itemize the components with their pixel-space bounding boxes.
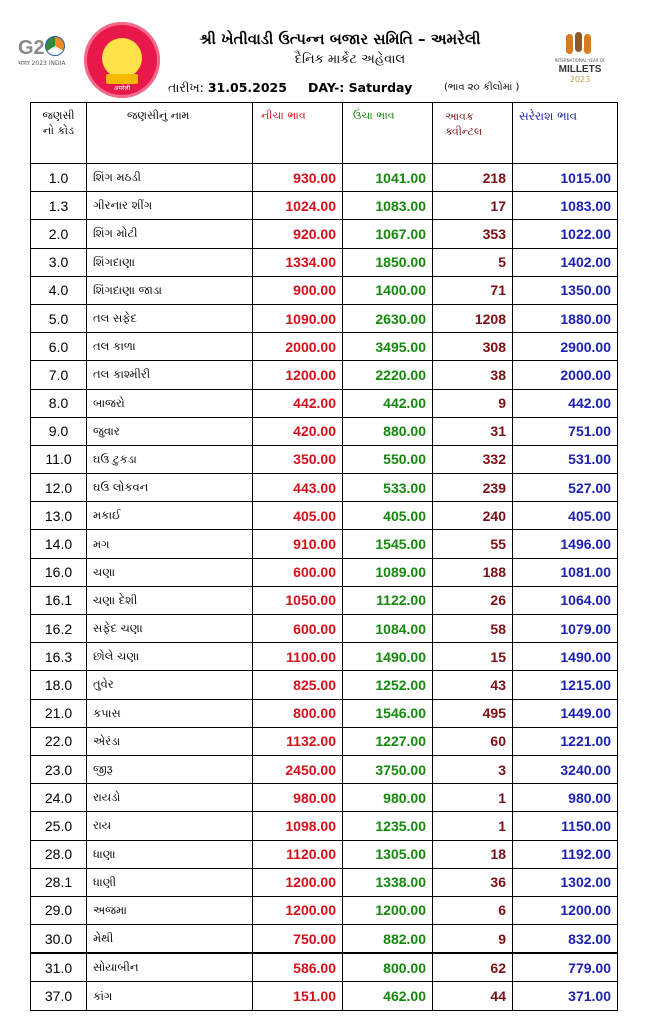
commodity-name-cell: કપાસ <box>87 699 253 727</box>
millet-grain-icon <box>540 32 620 56</box>
scale-icon <box>102 38 142 78</box>
commodity-code-cell: 1.0 <box>31 164 87 192</box>
low-price-cell: 420.00 <box>253 417 343 445</box>
commodity-name-cell: કાંગ <box>87 982 253 1010</box>
date-value: 31.05.2025 <box>207 80 287 95</box>
commodity-name-cell: રાય <box>87 812 253 840</box>
average-price-cell: 1449.00 <box>513 699 618 727</box>
low-price-cell: 1132.00 <box>253 727 343 755</box>
low-price-cell: 750.00 <box>253 925 343 954</box>
commodity-name-cell: ધાણા <box>87 840 253 868</box>
table-row <box>31 925 618 954</box>
low-price-cell: 2450.00 <box>253 755 343 783</box>
commodity-name-cell: મગ <box>87 530 253 558</box>
table-row <box>31 840 618 868</box>
average-price-cell: 1215.00 <box>513 671 618 699</box>
high-price-cell: 980.00 <box>343 784 433 812</box>
low-price-cell: 1120.00 <box>253 840 343 868</box>
commodity-code-cell: 31.0 <box>31 953 87 982</box>
commodity-code-cell: 9.0 <box>31 417 87 445</box>
average-price-cell: 1402.00 <box>513 248 618 276</box>
average-price-cell: 1150.00 <box>513 812 618 840</box>
table-row <box>31 699 618 727</box>
commodity-code-cell: 22.0 <box>31 727 87 755</box>
commodity-code-cell: 30.0 <box>31 925 87 954</box>
commodity-code-cell: 1.3 <box>31 192 87 220</box>
commodity-name-cell: સોયાબીન <box>87 953 253 982</box>
low-price-cell: 600.00 <box>253 558 343 586</box>
low-price-cell: 1334.00 <box>253 248 343 276</box>
day-value: Saturday <box>348 80 413 95</box>
high-price-cell: 3495.00 <box>343 333 433 361</box>
average-price-cell: 1064.00 <box>513 586 618 614</box>
average-price-cell: 1302.00 <box>513 868 618 896</box>
page-title: શ્રી ખેતીવાડી ઉત્પન્ન બજાર સમિતિ – અમરેલી <box>199 30 481 48</box>
low-price-cell: 1024.00 <box>253 192 343 220</box>
report-day <box>308 80 412 95</box>
column-header-name: જણસીનું નામ <box>87 103 253 164</box>
low-price-cell: 900.00 <box>253 276 343 304</box>
arrival-quintal-cell: 43 <box>433 671 513 699</box>
table-row <box>31 304 618 332</box>
commodity-code-cell: 5.0 <box>31 304 87 332</box>
g20-logo-text: G2 <box>18 37 45 59</box>
high-price-cell: 1252.00 <box>343 671 433 699</box>
commodity-name-cell: તુવેર <box>87 671 253 699</box>
high-price-cell: 3750.00 <box>343 755 433 783</box>
high-price-cell: 2630.00 <box>343 304 433 332</box>
table-row <box>31 953 618 982</box>
commodity-name-cell: ચણા <box>87 558 253 586</box>
low-price-cell: 930.00 <box>253 164 343 192</box>
high-price-cell: 1067.00 <box>343 220 433 248</box>
arrival-quintal-cell: 38 <box>433 361 513 389</box>
arrival-quintal-cell: 17 <box>433 192 513 220</box>
low-price-cell: 405.00 <box>253 502 343 530</box>
column-header-code: જણસી નો કોડ <box>31 103 87 164</box>
commodity-code-cell: 23.0 <box>31 755 87 783</box>
millets-logo-caption: INTERNATIONAL YEAR OF <box>554 58 606 63</box>
commodity-code-cell: 18.0 <box>31 671 87 699</box>
low-price-cell: 1098.00 <box>253 812 343 840</box>
commodity-name-cell: બાજરો <box>87 389 253 417</box>
report-date <box>168 80 287 96</box>
table-row <box>31 220 618 248</box>
average-price-cell: 1015.00 <box>513 164 618 192</box>
commodity-name-cell: અજમા <box>87 896 253 924</box>
table-row <box>31 417 618 445</box>
arrival-quintal-cell: 36 <box>433 868 513 896</box>
low-price-cell: 1200.00 <box>253 868 343 896</box>
table-row <box>31 474 618 502</box>
lotus-globe-icon <box>45 36 65 56</box>
high-price-cell: 1235.00 <box>343 812 433 840</box>
low-price-cell: 1100.00 <box>253 643 343 671</box>
high-price-cell: 442.00 <box>343 389 433 417</box>
average-price-cell: 832.00 <box>513 925 618 954</box>
market-price-table <box>30 102 618 1011</box>
low-price-cell: 910.00 <box>253 530 343 558</box>
commodity-code-cell: 28.0 <box>31 840 87 868</box>
arrival-quintal-cell: 353 <box>433 220 513 248</box>
average-price-cell: 1192.00 <box>513 840 618 868</box>
arrival-quintal-cell: 60 <box>433 727 513 755</box>
high-price-cell: 1227.00 <box>343 727 433 755</box>
average-price-cell: 1880.00 <box>513 304 618 332</box>
low-price-cell: 350.00 <box>253 445 343 473</box>
table-row <box>31 361 618 389</box>
commodity-name-cell: એરંડા <box>87 727 253 755</box>
high-price-cell: 2220.00 <box>343 361 433 389</box>
arrival-quintal-cell: 9 <box>433 925 513 954</box>
commodity-code-cell: 7.0 <box>31 361 87 389</box>
average-price-cell: 1081.00 <box>513 558 618 586</box>
low-price-cell: 443.00 <box>253 474 343 502</box>
high-price-cell: 1490.00 <box>343 643 433 671</box>
table-row <box>31 868 618 896</box>
table-row <box>31 671 618 699</box>
average-price-cell: 442.00 <box>513 389 618 417</box>
high-price-cell: 1084.00 <box>343 615 433 643</box>
table-body <box>31 164 618 1011</box>
low-price-cell: 2000.00 <box>253 333 343 361</box>
commodity-name-cell: શિંગદાણા <box>87 248 253 276</box>
high-price-cell: 1305.00 <box>343 840 433 868</box>
average-price-cell: 1221.00 <box>513 727 618 755</box>
table-header-row <box>31 103 618 164</box>
average-price-cell: 1022.00 <box>513 220 618 248</box>
report-header <box>0 0 647 102</box>
arrival-quintal-cell: 1 <box>433 784 513 812</box>
g20-logo <box>18 36 82 80</box>
commodity-code-cell: 6.0 <box>31 333 87 361</box>
average-price-cell: 1200.00 <box>513 896 618 924</box>
commodity-code-cell: 28.1 <box>31 868 87 896</box>
millets-2023-logo <box>540 32 620 90</box>
arrival-quintal-cell: 55 <box>433 530 513 558</box>
table-row <box>31 445 618 473</box>
commodity-code-cell: 14.0 <box>31 530 87 558</box>
column-header-arrival: આવક ક્વીન્ટલ <box>433 103 513 164</box>
table-row <box>31 389 618 417</box>
column-header-low-price: નીચા ભાવ <box>253 103 343 164</box>
commodity-code-cell: 16.3 <box>31 643 87 671</box>
commodity-name-cell: મેથી <box>87 925 253 954</box>
high-price-cell: 1089.00 <box>343 558 433 586</box>
page-subtitle: દૈનિક માર્કેટ અહેવાલ <box>294 52 406 67</box>
millets-logo-year: 2023 <box>569 75 591 84</box>
commodity-name-cell: તલ સફેદ <box>87 304 253 332</box>
table-row <box>31 502 618 530</box>
table-row <box>31 248 618 276</box>
high-price-cell: 800.00 <box>343 953 433 982</box>
average-price-cell: 527.00 <box>513 474 618 502</box>
arrival-quintal-cell: 9 <box>433 389 513 417</box>
commodity-name-cell: ઘઉ લોકવન <box>87 474 253 502</box>
arrival-quintal-cell: 31 <box>433 417 513 445</box>
commodity-code-cell: 8.0 <box>31 389 87 417</box>
table-row <box>31 164 618 192</box>
low-price-cell: 151.00 <box>253 982 343 1010</box>
commodity-name-cell: ધાણી <box>87 868 253 896</box>
apmc-emblem-logo <box>84 22 160 98</box>
commodity-code-cell: 3.0 <box>31 248 87 276</box>
emblem-caption: अमरेली <box>113 85 131 92</box>
arrival-quintal-cell: 3 <box>433 755 513 783</box>
average-price-cell: 751.00 <box>513 417 618 445</box>
column-header-high-price: ઉંચા ભાવ <box>343 103 433 164</box>
table-row <box>31 784 618 812</box>
table-row <box>31 643 618 671</box>
table-row <box>31 727 618 755</box>
arrival-quintal-cell: 1208 <box>433 304 513 332</box>
high-price-cell: 462.00 <box>343 982 433 1010</box>
commodity-name-cell: તલ કાળા <box>87 333 253 361</box>
commodity-name-cell: ગીરનાર શીંગ <box>87 192 253 220</box>
average-price-cell: 1496.00 <box>513 530 618 558</box>
commodity-code-cell: 24.0 <box>31 784 87 812</box>
high-price-cell: 1122.00 <box>343 586 433 614</box>
low-price-cell: 920.00 <box>253 220 343 248</box>
average-price-cell: 1083.00 <box>513 192 618 220</box>
arrival-quintal-cell: 5 <box>433 248 513 276</box>
low-price-cell: 1200.00 <box>253 361 343 389</box>
low-price-cell: 825.00 <box>253 671 343 699</box>
low-price-cell: 1090.00 <box>253 304 343 332</box>
low-price-cell: 980.00 <box>253 784 343 812</box>
average-price-cell: 980.00 <box>513 784 618 812</box>
g20-logo-year: भारत 2023 INDIA <box>18 60 66 67</box>
high-price-cell: 1338.00 <box>343 868 433 896</box>
low-price-cell: 600.00 <box>253 615 343 643</box>
commodity-code-cell: 25.0 <box>31 812 87 840</box>
commodity-name-cell: રાયડો <box>87 784 253 812</box>
commodity-code-cell: 16.1 <box>31 586 87 614</box>
table-row <box>31 896 618 924</box>
arrival-quintal-cell: 18 <box>433 840 513 868</box>
table-row <box>31 333 618 361</box>
table-row <box>31 755 618 783</box>
commodity-name-cell: શિંગ મઠડી <box>87 164 253 192</box>
unit-note: (ભાવ ૨૦ કીલોમાં ) <box>444 82 520 93</box>
high-price-cell: 1083.00 <box>343 192 433 220</box>
millets-logo-text: MILLETS <box>558 64 602 75</box>
high-price-cell: 533.00 <box>343 474 433 502</box>
arrival-quintal-cell: 15 <box>433 643 513 671</box>
average-price-cell: 405.00 <box>513 502 618 530</box>
arrival-quintal-cell: 332 <box>433 445 513 473</box>
commodity-code-cell: 11.0 <box>31 445 87 473</box>
low-price-cell: 442.00 <box>253 389 343 417</box>
average-price-cell: 3240.00 <box>513 755 618 783</box>
arrival-quintal-cell: 240 <box>433 502 513 530</box>
commodity-code-cell: 37.0 <box>31 982 87 1010</box>
arrival-quintal-cell: 1 <box>433 812 513 840</box>
commodity-name-cell: ચણા દેશી <box>87 586 253 614</box>
table-row <box>31 530 618 558</box>
low-price-cell: 586.00 <box>253 953 343 982</box>
table-row <box>31 586 618 614</box>
table-row <box>31 615 618 643</box>
average-price-cell: 2000.00 <box>513 361 618 389</box>
average-price-cell: 531.00 <box>513 445 618 473</box>
average-price-cell: 1350.00 <box>513 276 618 304</box>
average-price-cell: 2900.00 <box>513 333 618 361</box>
table-row <box>31 812 618 840</box>
commodity-code-cell: 21.0 <box>31 699 87 727</box>
arrival-quintal-cell: 188 <box>433 558 513 586</box>
commodity-code-cell: 16.2 <box>31 615 87 643</box>
low-price-cell: 1050.00 <box>253 586 343 614</box>
commodity-code-cell: 29.0 <box>31 896 87 924</box>
low-price-cell: 1200.00 <box>253 896 343 924</box>
high-price-cell: 1545.00 <box>343 530 433 558</box>
commodity-name-cell: છોલે ચણા <box>87 643 253 671</box>
high-price-cell: 405.00 <box>343 502 433 530</box>
average-price-cell: 779.00 <box>513 953 618 982</box>
arrival-quintal-cell: 218 <box>433 164 513 192</box>
arrival-quintal-cell: 62 <box>433 953 513 982</box>
arrival-quintal-cell: 71 <box>433 276 513 304</box>
high-price-cell: 1850.00 <box>343 248 433 276</box>
high-price-cell: 1546.00 <box>343 699 433 727</box>
commodity-name-cell: સફેદ ચણા <box>87 615 253 643</box>
average-price-cell: 371.00 <box>513 982 618 1010</box>
arrival-quintal-cell: 308 <box>433 333 513 361</box>
commodity-code-cell: 4.0 <box>31 276 87 304</box>
high-price-cell: 880.00 <box>343 417 433 445</box>
table-row <box>31 558 618 586</box>
commodity-name-cell: ઘઉ ટુકડા <box>87 445 253 473</box>
arrival-quintal-cell: 495 <box>433 699 513 727</box>
high-price-cell: 1041.00 <box>343 164 433 192</box>
commodity-code-cell: 13.0 <box>31 502 87 530</box>
commodity-code-cell: 16.0 <box>31 558 87 586</box>
commodity-name-cell: શિંગદાણા જાડા <box>87 276 253 304</box>
commodity-name-cell: મકાઈ <box>87 502 253 530</box>
column-header-average-price: સરેરાશ ભાવ <box>513 103 618 164</box>
high-price-cell: 1400.00 <box>343 276 433 304</box>
arrival-quintal-cell: 44 <box>433 982 513 1010</box>
average-price-cell: 1079.00 <box>513 615 618 643</box>
arrival-quintal-cell: 239 <box>433 474 513 502</box>
commodity-name-cell: શિંગ મોટી <box>87 220 253 248</box>
arrival-quintal-cell: 58 <box>433 615 513 643</box>
commodity-code-cell: 12.0 <box>31 474 87 502</box>
arrival-quintal-cell: 26 <box>433 586 513 614</box>
arrival-quintal-cell: 6 <box>433 896 513 924</box>
table-row <box>31 982 618 1010</box>
low-price-cell: 800.00 <box>253 699 343 727</box>
table-row <box>31 276 618 304</box>
date-label: તારીખ: <box>168 80 204 95</box>
commodity-name-cell: જુવાર <box>87 417 253 445</box>
high-price-cell: 1200.00 <box>343 896 433 924</box>
day-label: DAY-: <box>308 80 345 95</box>
average-price-cell: 1490.00 <box>513 643 618 671</box>
high-price-cell: 550.00 <box>343 445 433 473</box>
commodity-code-cell: 2.0 <box>31 220 87 248</box>
commodity-name-cell: જીરૂ <box>87 755 253 783</box>
table-row <box>31 192 618 220</box>
high-price-cell: 882.00 <box>343 925 433 954</box>
commodity-name-cell: તલ કાશ્મીરી <box>87 361 253 389</box>
